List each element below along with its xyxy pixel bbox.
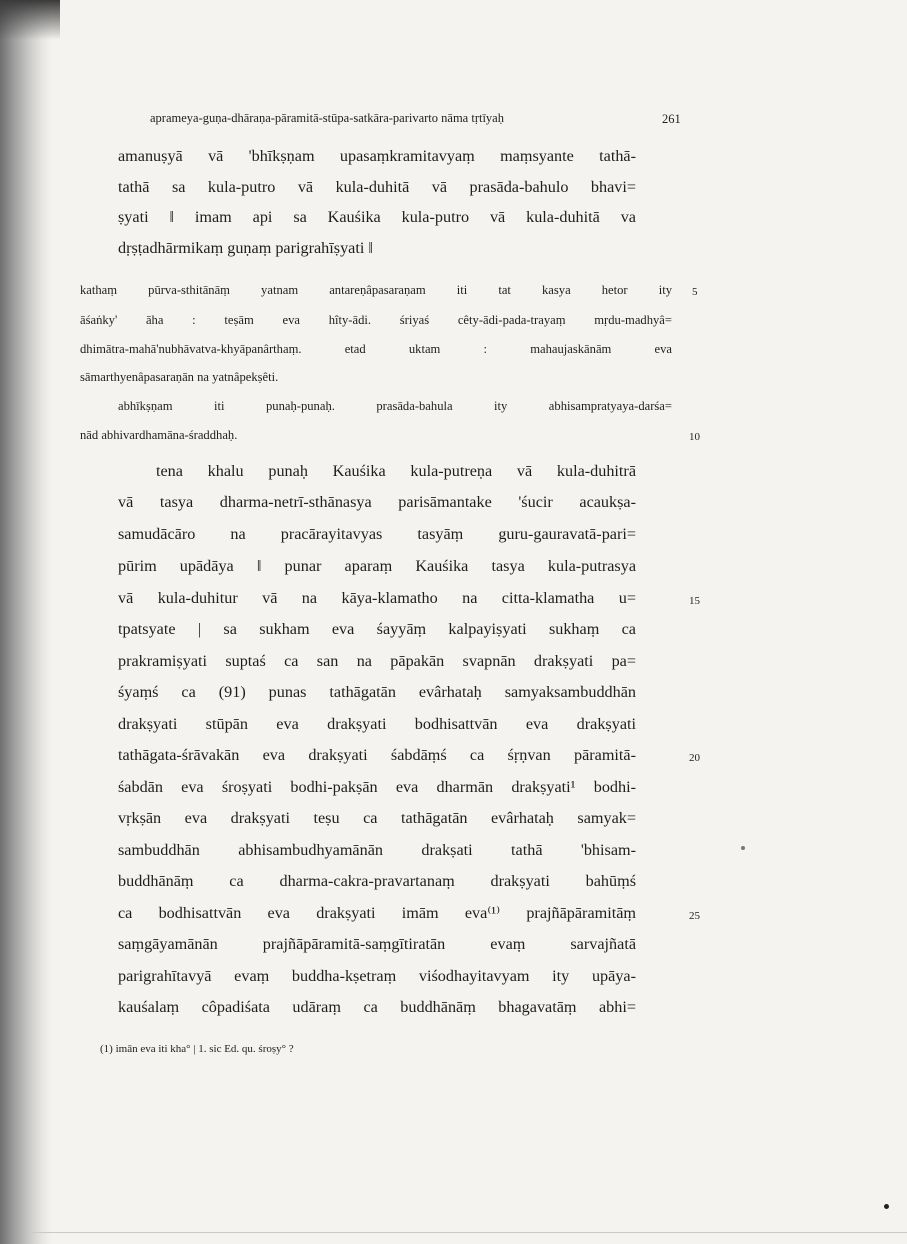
page-number: 261 [662,112,681,126]
commentary-line: nād abhivardhamāna-śraddhaḥ. [80,428,238,442]
commentary-line: āśaṅky' āha : teṣām eva hîty-ādi. śriyaś cêty-ādi-pada-trayaṃ mṛdu-madhyâ= [80,313,672,327]
line-number: 25 [689,910,700,922]
running-title: aprameya-guṇa-dhāraṇa-pāramitā-stūpa-satkāra-parivarto nāma tṛtīyaḥ [150,111,504,125]
text-line: parigrahītavyā evaṃ buddha-kṣetraṃ viśodhayitavyam ity upāya- [118,967,636,985]
text-line: drakṣyati stūpān eva drakṣyati bodhisattvān eva drakṣyati [118,715,636,733]
line-number: 15 [689,595,700,607]
commentary-line: abhīkṣṇam iti punaḥ-punaḥ. prasāda-bahula ity abhisampratyaya-darśa= [118,399,672,413]
line-number: 5 [692,286,698,298]
commentary-line: kathaṃ pūrva-sthitānāṃ yatnam antareṇâpasaraṇam iti tat kasya hetor ity [80,283,672,297]
line-number: 20 [689,752,700,764]
text-line: prakramiṣyati suptaś ca san na pāpakān svapnān drakṣyati pa= [118,652,636,670]
text-line: tpatsyate | sa sukham eva śayyāṃ kalpayiṣyati sukhaṃ ca [118,620,636,638]
text-line: kauśalaṃ côpadiśata udāraṃ ca buddhānāṃ bhagavatāṃ abhi= [118,998,636,1016]
text-line: śyaṃś ca (91) punas tathāgatān evârhataḥ samyaksambuddhān [118,683,636,701]
scan-speck [884,1204,889,1209]
text-line: tathā sa kula-putro vā kula-duhitā vā prasāda-bahulo bhavi= [118,178,636,196]
text-line: vā kula-duhitur vā na kāya-klamatho na citta-klamatha u= [118,589,636,607]
footnote: (1) imān eva iti kha° | 1. sic Ed. qu. śroṣy° ? [100,1043,294,1055]
text-line: tena khalu punaḥ Kauśika kula-putreṇa vā kula-duhitrā [156,462,636,480]
commentary-line: sāmarthyenâpasaraṇān na yatnâpekṣêti. [80,370,279,384]
text-line: ca bodhisattvān eva drakṣyati imām eva⁽¹⁾ prajñāpāramitāṃ [118,904,636,922]
text-line: ṣyati ‖ imam api sa Kauśika kula-putro vā kula-duhitā va [118,208,636,226]
text-line: amanuṣyā vā 'bhīkṣṇam upasaṃkramitavyaṃ maṃsyante tathā- [118,147,636,165]
text-line: vṛkṣān eva drakṣyati teṣu ca tathāgatān evârhataḥ samyak= [118,809,636,827]
text-line: vā tasya dharma-netrī-sthānasya parisāmantake 'śucir acaukṣa- [118,493,636,511]
line-number: 10 [689,431,700,443]
scan-speck [741,846,745,850]
text-line: dṛṣṭadhārmikaṃ guṇaṃ parigrahīṣyati ‖ [118,239,373,257]
text-line: saṃgāyamānān prajñāpāramitā-saṃgītiratān evaṃ sarvajñatā [118,935,636,953]
scan-corner-shadow [0,0,60,40]
text-line: pūrim upādāya ‖ punar aparaṃ Kauśika tasya kula-putrasya [118,557,636,575]
text-line: tathāgata-śrāvakān eva drakṣyati śabdāṃś ca śṛṇvan pāramitā- [118,746,636,764]
text-line: samudācāro na pracārayitavyas tasyāṃ guru-gauravatā-pari= [118,525,636,543]
text-line: śabdān eva śroṣyati bodhi-pakṣān eva dharmān drakṣyati¹ bodhi- [118,778,636,796]
page-edge-line [30,1232,907,1233]
book-binding-shadow [0,0,52,1244]
text-line: buddhānāṃ ca dharma-cakra-pravartanaṃ drakṣyati bahūṃś [118,872,636,890]
commentary-line: dhimātra-mahā'nubhāvatva-khyāpanârthaṃ. etad uktam : mahaujaskānām eva [80,342,672,356]
text-line: sambuddhān abhisambudhyamānān drakṣati tathā 'bhisam- [118,841,636,859]
